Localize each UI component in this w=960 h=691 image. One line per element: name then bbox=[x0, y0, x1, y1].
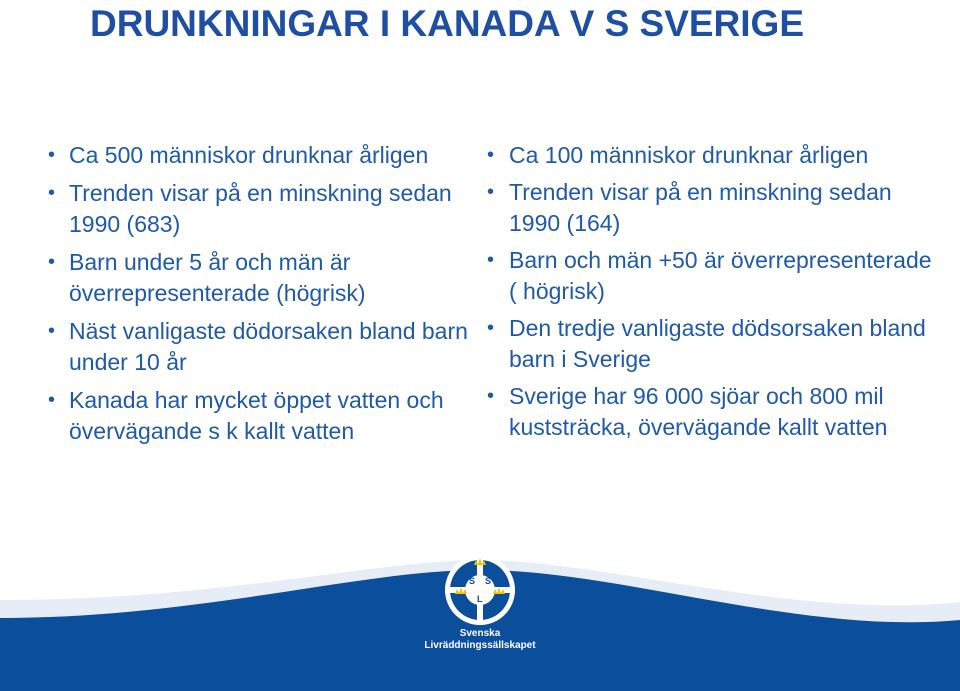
list-item bbox=[487, 381, 937, 443]
list-item bbox=[487, 140, 937, 171]
list-item bbox=[48, 385, 478, 447]
bullet-icon: • bbox=[48, 251, 56, 273]
left-bullet-list bbox=[48, 140, 478, 454]
list-item bbox=[48, 178, 478, 240]
list-item-text: Kanada har mycket öppet vatten och övervägande s k kallt vatten bbox=[69, 387, 444, 444]
bullet-icon: • bbox=[48, 320, 56, 342]
slide-title: DRUNKNINGAR I KANADA V S SVERIGE bbox=[90, 3, 805, 44]
list-item-text: Näst vanligaste dödorsaken bland barn under 10 år bbox=[69, 318, 468, 375]
organization-name bbox=[400, 628, 560, 652]
bullet-icon: • bbox=[487, 181, 495, 203]
list-item-text: Ca 100 människor drunknar årligen bbox=[509, 142, 869, 168]
bullet-icon: • bbox=[487, 249, 495, 271]
logo-letter: L bbox=[477, 594, 483, 604]
right-bullet-list bbox=[487, 140, 937, 449]
organization-name-line2: Livräddningssällskapet bbox=[424, 640, 536, 651]
bullet-icon: • bbox=[48, 182, 56, 204]
list-item-text: Trenden visar på en minskning sedan 1990 (683) bbox=[69, 180, 452, 237]
list-item-text: Den tredje vanligaste dödsorsaken bland barn i Sverige bbox=[509, 315, 926, 372]
organization-name-line1: Svenska bbox=[459, 628, 501, 639]
bullet-icon: • bbox=[487, 317, 495, 339]
logo-letter: S bbox=[469, 576, 476, 586]
list-item bbox=[48, 316, 478, 378]
list-item bbox=[487, 313, 937, 375]
bullet-icon: • bbox=[487, 144, 495, 166]
list-item bbox=[48, 247, 478, 309]
bullet-icon: • bbox=[48, 144, 56, 166]
bullet-icon: • bbox=[48, 389, 56, 411]
list-item-text: Sverige har 96 000 sjöar och 800 mil kuststräcka, övervägande kallt vatten bbox=[509, 383, 888, 440]
list-item-text: Ca 500 människor drunknar årligen bbox=[69, 142, 429, 168]
list-item bbox=[487, 177, 937, 239]
list-item-text: Trenden visar på en minskning sedan 1990 (164) bbox=[509, 179, 892, 236]
list-item bbox=[487, 245, 937, 307]
list-item bbox=[48, 140, 478, 171]
list-item-text: Barn under 5 år och män är överrepresenterade (högrisk) bbox=[69, 249, 366, 306]
bullet-icon: • bbox=[487, 385, 495, 407]
sls-logo-icon bbox=[443, 553, 517, 627]
list-item-text: Barn och män +50 är överrepresenterade ( högrisk) bbox=[509, 247, 932, 304]
logo-letter: S bbox=[485, 576, 492, 586]
